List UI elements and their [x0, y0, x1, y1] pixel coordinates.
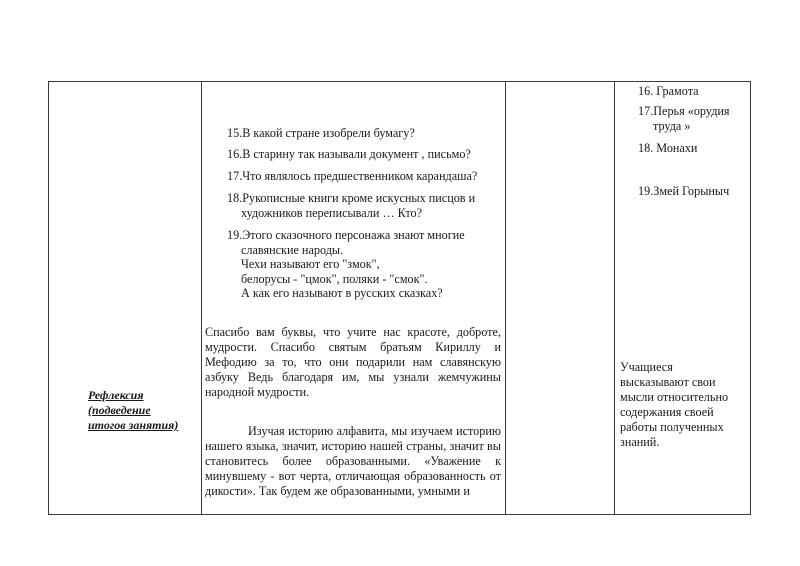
answer-19: 19.Змей Горыныч: [638, 184, 730, 198]
reflection-paragraph-2: Изучая историю алфавита, мы изучаем историю нашего языка, значит, историю нашей страны, значит вы становитесь более образованными. «Уважение к минувшему - вот черта, отличающая образованность от дикости». Так будем же образованными, умными и: [205, 424, 501, 498]
column-divider: [201, 82, 202, 514]
stage-label: [88, 388, 178, 433]
stage-label-line: (подведение: [88, 403, 151, 417]
answer-17: 17.Перья «орудия труда »: [638, 104, 730, 133]
stage-label-line: итогов занятия): [88, 418, 179, 432]
column-divider: [505, 82, 506, 514]
answer-18: 18. Монахи: [638, 141, 698, 155]
question-18: 18.Рукописные книги кроме искусных писцов и художников переписывали … Кто?: [227, 191, 476, 220]
question-15: 15.В какой стране изобрели бумагу?: [227, 126, 415, 140]
student-activity: Учащиеся высказывают свои мысли относительно содержания своей работы полученных знаний.: [620, 360, 729, 449]
reflection-paragraph-1: Спасибо вам буквы, что учите нас красоте, доброте, мудрости. Спасибо святым братьям Кириллу и Мефодию за то, что они подарили нам славянскую азбуку Ведь благодаря им, мы узнали жемчужины народной мудрости.: [205, 325, 501, 399]
column-divider: [614, 82, 615, 514]
question-16: 16.В старину так называли документ , письмо?: [227, 147, 471, 161]
question-17: 17.Что являлось предшественником карандаша?: [227, 169, 478, 183]
stage-label-line: Рефлексия: [88, 388, 144, 402]
answer-16: 16. Грамота: [638, 84, 699, 98]
question-19: 19.Этого сказочного персонажа знают многие славянские народы. Чехи называют его "змок", белорусы - "цмок", поляки - "смок". А как его называют в русских сказках?: [227, 228, 465, 301]
